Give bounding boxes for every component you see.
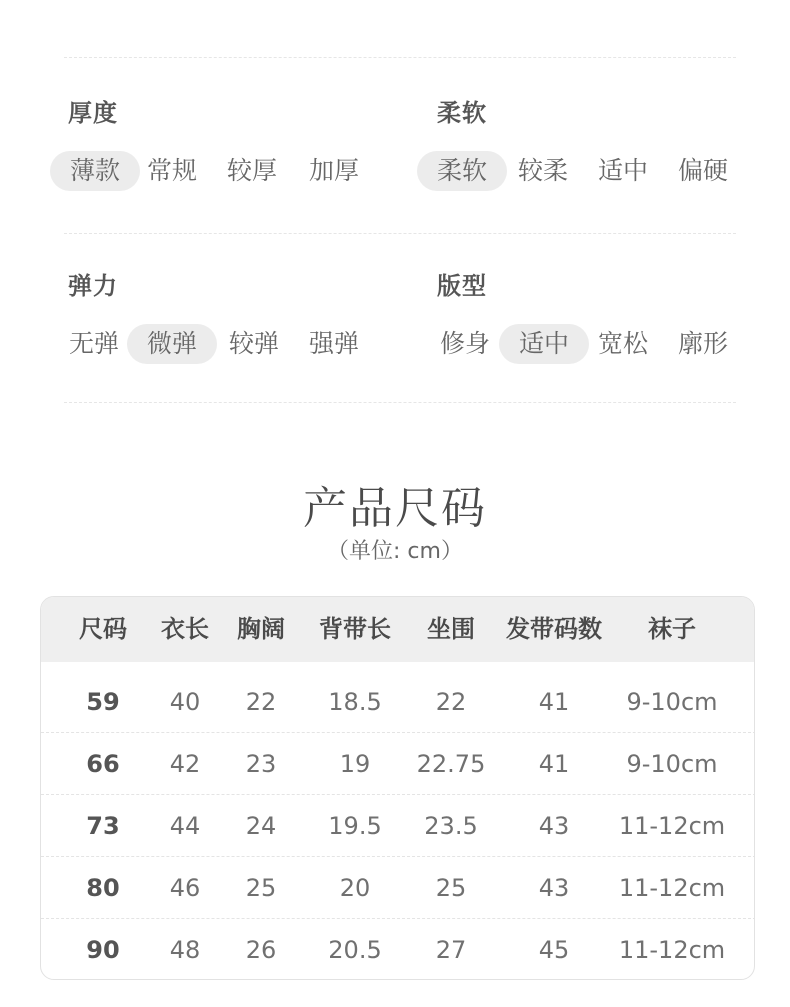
table-cell: 20 — [339, 874, 371, 902]
table-cell: 11-12cm — [618, 874, 726, 902]
table-row — [41, 671, 755, 733]
table-cell: 9-10cm — [626, 750, 718, 778]
attr-option-elasticity-4: 强弹 — [308, 329, 359, 358]
attr-option-thickness-3: 较厚 — [226, 156, 277, 185]
table-cell: 59 — [86, 688, 120, 716]
table-cell: 22 — [245, 688, 277, 716]
attr-option-fit-1: 修身 — [439, 329, 490, 358]
table-cell: 42 — [169, 750, 201, 778]
size-section-unit: （单位: cm） — [327, 539, 463, 564]
table-row — [41, 795, 755, 857]
table-cell: 23.5 — [424, 812, 478, 840]
table-cell: 22.75 — [416, 750, 486, 778]
table-cell: 18.5 — [328, 688, 382, 716]
table-cell: 66 — [86, 750, 120, 778]
size-table-header-cell: 胸阔 — [237, 615, 285, 643]
attr-title-elasticity: 弹力 — [68, 272, 118, 300]
attr-option-softness-1: 柔软 — [417, 151, 507, 191]
table-cell: 11-12cm — [618, 812, 726, 840]
attr-options-softness — [433, 151, 763, 191]
size-table-header-cell: 发带码数 — [506, 615, 602, 643]
attr-option-fit-3: 宽松 — [597, 329, 648, 358]
attr-option-thickness-4: 加厚 — [308, 156, 359, 185]
table-cell: 25 — [435, 874, 467, 902]
table-cell: 25 — [245, 874, 277, 902]
table-cell: 9-10cm — [626, 688, 718, 716]
attr-option-elasticity-1: 无弹 — [68, 329, 119, 358]
table-row — [41, 919, 755, 980]
table-cell: 27 — [435, 936, 467, 964]
size-section-title: 产品尺码 — [303, 483, 487, 534]
attr-option-thickness-2: 常规 — [146, 156, 197, 185]
table-cell: 19 — [339, 750, 371, 778]
table-row — [41, 733, 755, 795]
divider-bottom — [64, 402, 736, 403]
size-table-header — [41, 597, 755, 662]
table-row — [41, 857, 755, 919]
table-cell: 90 — [86, 936, 120, 964]
divider-middle — [64, 233, 736, 234]
size-table-header-cell: 袜子 — [648, 615, 696, 643]
table-cell: 41 — [538, 688, 570, 716]
table-cell: 22 — [435, 688, 467, 716]
size-table-header-cell: 背带长 — [319, 615, 391, 643]
table-cell: 80 — [86, 874, 120, 902]
table-cell: 20.5 — [328, 936, 382, 964]
table-cell: 73 — [86, 812, 120, 840]
divider-top — [64, 57, 736, 58]
attr-option-fit-4: 廓形 — [677, 329, 728, 358]
attr-option-elasticity-3: 较弹 — [228, 329, 279, 358]
size-table-header-cell: 尺码 — [79, 615, 127, 643]
attr-options-fit — [433, 324, 763, 364]
table-cell: 45 — [538, 936, 570, 964]
size-table-header-cell: 坐围 — [427, 615, 475, 643]
table-cell: 44 — [169, 812, 201, 840]
table-cell: 43 — [538, 812, 570, 840]
table-cell: 43 — [538, 874, 570, 902]
size-table — [40, 596, 755, 980]
table-cell: 19.5 — [328, 812, 382, 840]
table-cell: 46 — [169, 874, 201, 902]
table-cell: 41 — [538, 750, 570, 778]
table-cell: 26 — [245, 936, 277, 964]
attr-option-elasticity-2: 微弹 — [127, 324, 217, 364]
attr-options-elasticity — [64, 324, 394, 364]
attr-option-softness-2: 较柔 — [517, 156, 568, 185]
attr-title-softness: 柔软 — [437, 99, 487, 127]
table-cell: 40 — [169, 688, 201, 716]
attr-title-thickness: 厚度 — [68, 99, 118, 127]
attr-option-fit-2: 适中 — [499, 324, 589, 364]
table-cell: 24 — [245, 812, 277, 840]
attr-option-thickness-1: 薄款 — [50, 151, 140, 191]
attr-option-softness-4: 偏硬 — [677, 156, 728, 185]
size-table-header-cell: 衣长 — [161, 615, 209, 643]
table-cell: 23 — [245, 750, 277, 778]
attr-option-softness-3: 适中 — [597, 156, 648, 185]
table-cell: 11-12cm — [618, 936, 726, 964]
attr-title-fit: 版型 — [437, 272, 487, 300]
table-cell: 48 — [169, 936, 201, 964]
attr-options-thickness — [64, 151, 394, 191]
